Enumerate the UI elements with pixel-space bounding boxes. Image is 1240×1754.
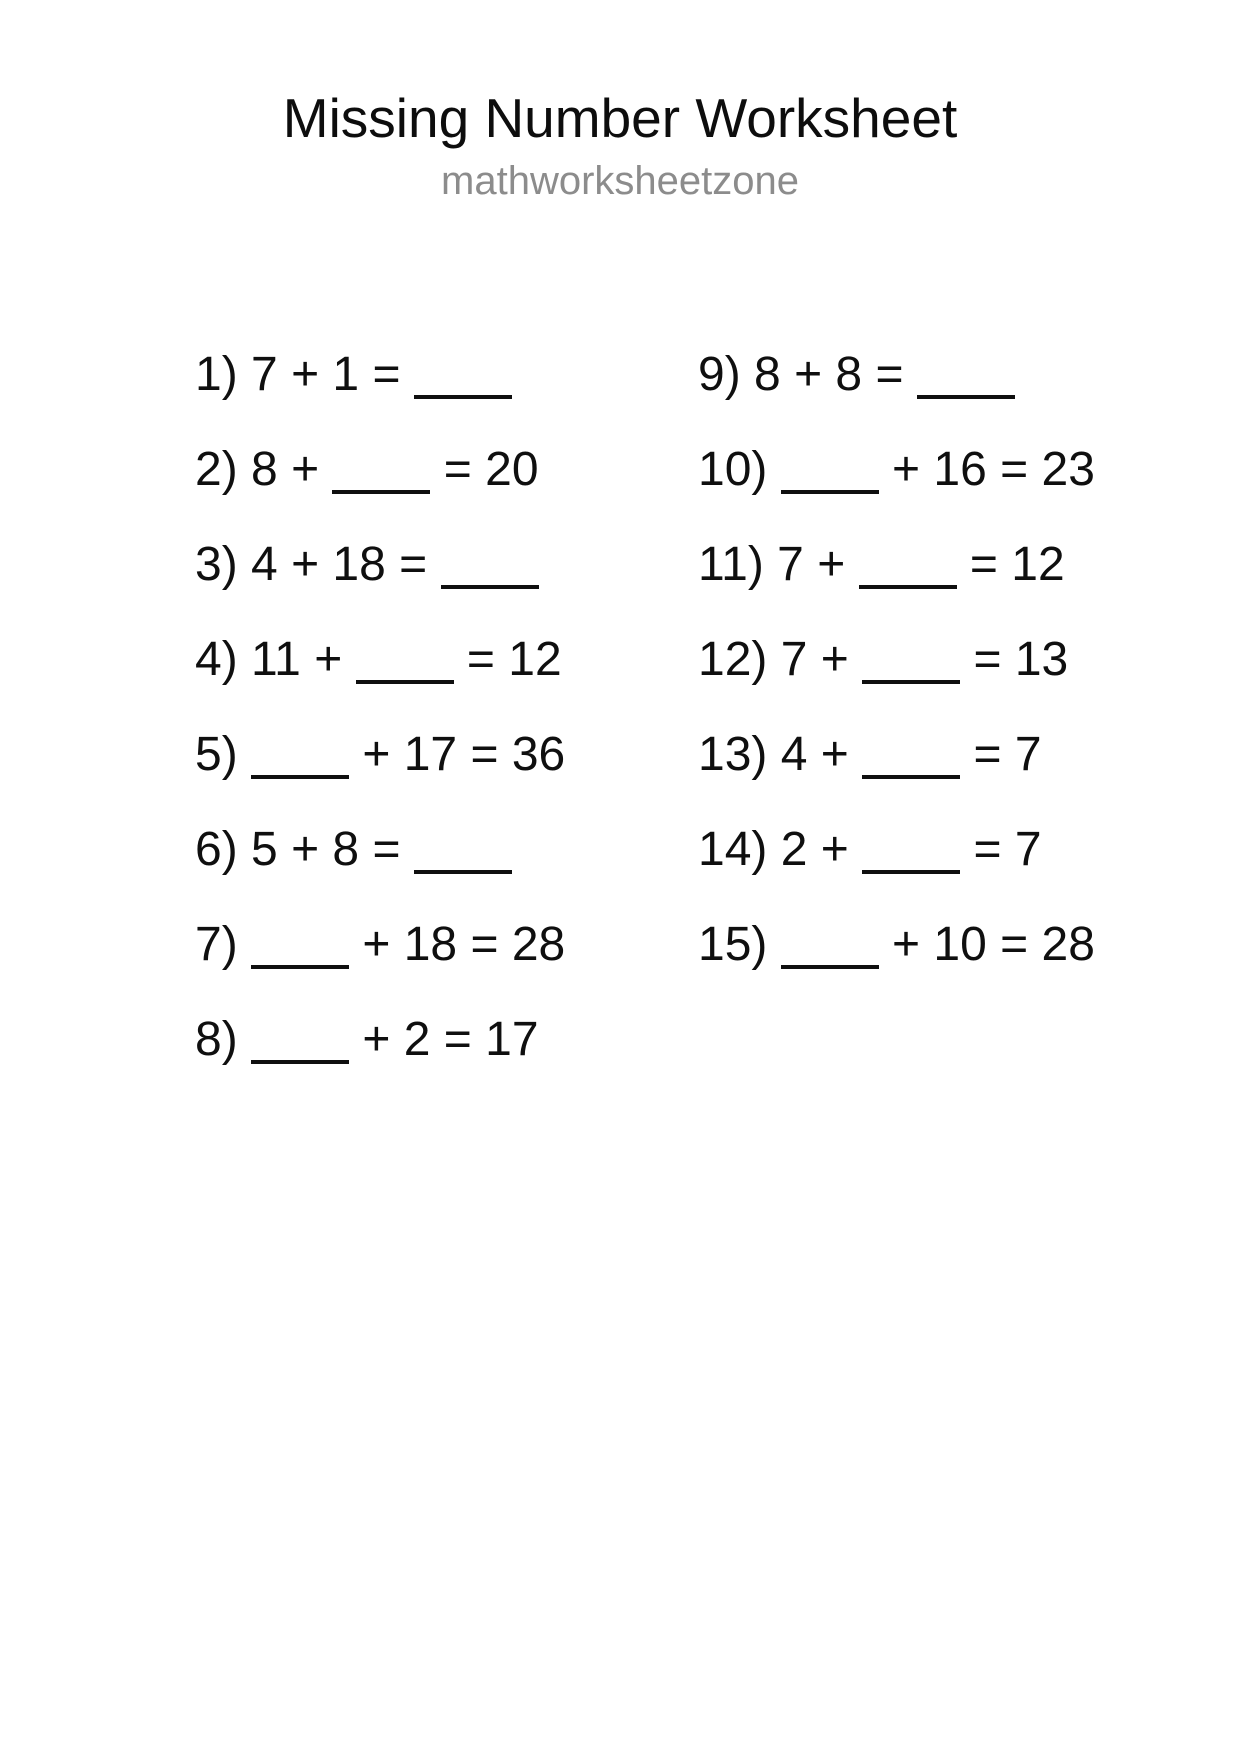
problem-number: 7) xyxy=(195,918,238,971)
problem-row xyxy=(195,345,630,440)
answer-blank xyxy=(251,965,349,969)
problem-expression xyxy=(251,348,512,401)
problem-expression xyxy=(251,1013,539,1066)
problem-row xyxy=(195,630,630,725)
problem-row xyxy=(195,440,630,535)
expression-text: + 17 = 36 xyxy=(349,728,566,781)
answer-blank xyxy=(414,395,512,399)
problem-number: 5) xyxy=(195,728,238,781)
problem-expression xyxy=(777,538,1065,591)
expression-text: 2 + xyxy=(780,823,863,876)
problem-row xyxy=(698,440,1095,535)
problem-number: 11) xyxy=(698,538,764,591)
expression-text: = 7 xyxy=(960,728,1042,781)
answer-blank xyxy=(917,395,1015,399)
expression-text: + 18 = 28 xyxy=(349,918,566,971)
expression-text: 7 + 1 = xyxy=(251,348,414,401)
problem-row xyxy=(698,535,1095,630)
expression-text: 8 + xyxy=(251,443,333,496)
answer-blank xyxy=(781,490,879,494)
expression-text: 11 + xyxy=(251,633,356,686)
problem-row xyxy=(698,725,1095,820)
problem-expression xyxy=(781,918,1095,971)
answer-blank xyxy=(414,870,512,874)
problem-number: 13) xyxy=(698,728,768,781)
problem-expression xyxy=(251,823,512,876)
problem-row xyxy=(195,535,630,630)
problem-expression xyxy=(251,443,539,496)
expression-text: + 2 = 17 xyxy=(349,1013,539,1066)
answer-blank xyxy=(251,775,349,779)
problem-expression xyxy=(781,633,1069,686)
problem-number: 9) xyxy=(698,348,741,401)
problem-expression xyxy=(251,538,539,591)
expression-text: = 13 xyxy=(960,633,1069,686)
page-title: Missing Number Worksheet xyxy=(282,87,958,149)
answer-blank xyxy=(862,870,960,874)
problem-row xyxy=(698,820,1095,915)
problem-expression xyxy=(251,728,565,781)
expression-text: 7 + xyxy=(777,538,859,591)
problem-number: 1) xyxy=(195,348,238,401)
problem-number: 12) xyxy=(698,633,768,686)
problems-column-left xyxy=(195,345,630,1105)
problem-expression xyxy=(251,918,565,971)
expression-text: 5 + 8 = xyxy=(251,823,414,876)
expression-text: + 10 = 28 xyxy=(878,918,1095,971)
problem-row xyxy=(698,630,1095,725)
expression-text: = 20 xyxy=(430,443,539,496)
problem-number: 15) xyxy=(698,918,768,971)
expression-text: 4 + xyxy=(780,728,863,781)
answer-blank xyxy=(781,965,879,969)
expression-text: 7 + xyxy=(780,633,863,686)
answer-blank xyxy=(441,585,539,589)
problem-row xyxy=(698,915,1095,1010)
problem-number: 14) xyxy=(698,823,768,876)
problem-number: 2) xyxy=(195,443,238,496)
problem-row xyxy=(195,725,630,820)
answer-blank xyxy=(862,775,960,779)
problem-expression xyxy=(781,443,1095,496)
expression-text: 8 + 8 = xyxy=(754,348,917,401)
answer-blank xyxy=(862,680,960,684)
expression-text: = 12 xyxy=(956,538,1065,591)
expression-text: = 7 xyxy=(960,823,1042,876)
problem-expression xyxy=(251,633,562,686)
problem-number: 10) xyxy=(698,443,768,496)
problem-expression xyxy=(781,823,1042,876)
problem-number: 4) xyxy=(195,633,238,686)
site-watermark: mathworksheetzone xyxy=(441,158,799,203)
expression-text: + 16 = 23 xyxy=(878,443,1095,496)
worksheet-header xyxy=(0,88,1240,203)
answer-blank xyxy=(859,585,957,589)
problem-number: 8) xyxy=(195,1013,238,1066)
problem-row xyxy=(195,820,630,915)
problems-column-right xyxy=(698,345,1095,1010)
problem-row xyxy=(195,915,630,1010)
expression-text: = 12 xyxy=(453,633,562,686)
problem-number: 6) xyxy=(195,823,238,876)
problem-number: 3) xyxy=(195,538,238,591)
answer-blank xyxy=(251,1060,349,1064)
problems-area xyxy=(195,345,1095,1105)
problem-row xyxy=(195,1010,630,1105)
expression-text: 4 + 18 = xyxy=(251,538,441,591)
problem-expression xyxy=(781,728,1042,781)
problem-expression xyxy=(754,348,1015,401)
answer-blank xyxy=(332,490,430,494)
answer-blank xyxy=(356,680,454,684)
problem-row xyxy=(698,345,1095,440)
